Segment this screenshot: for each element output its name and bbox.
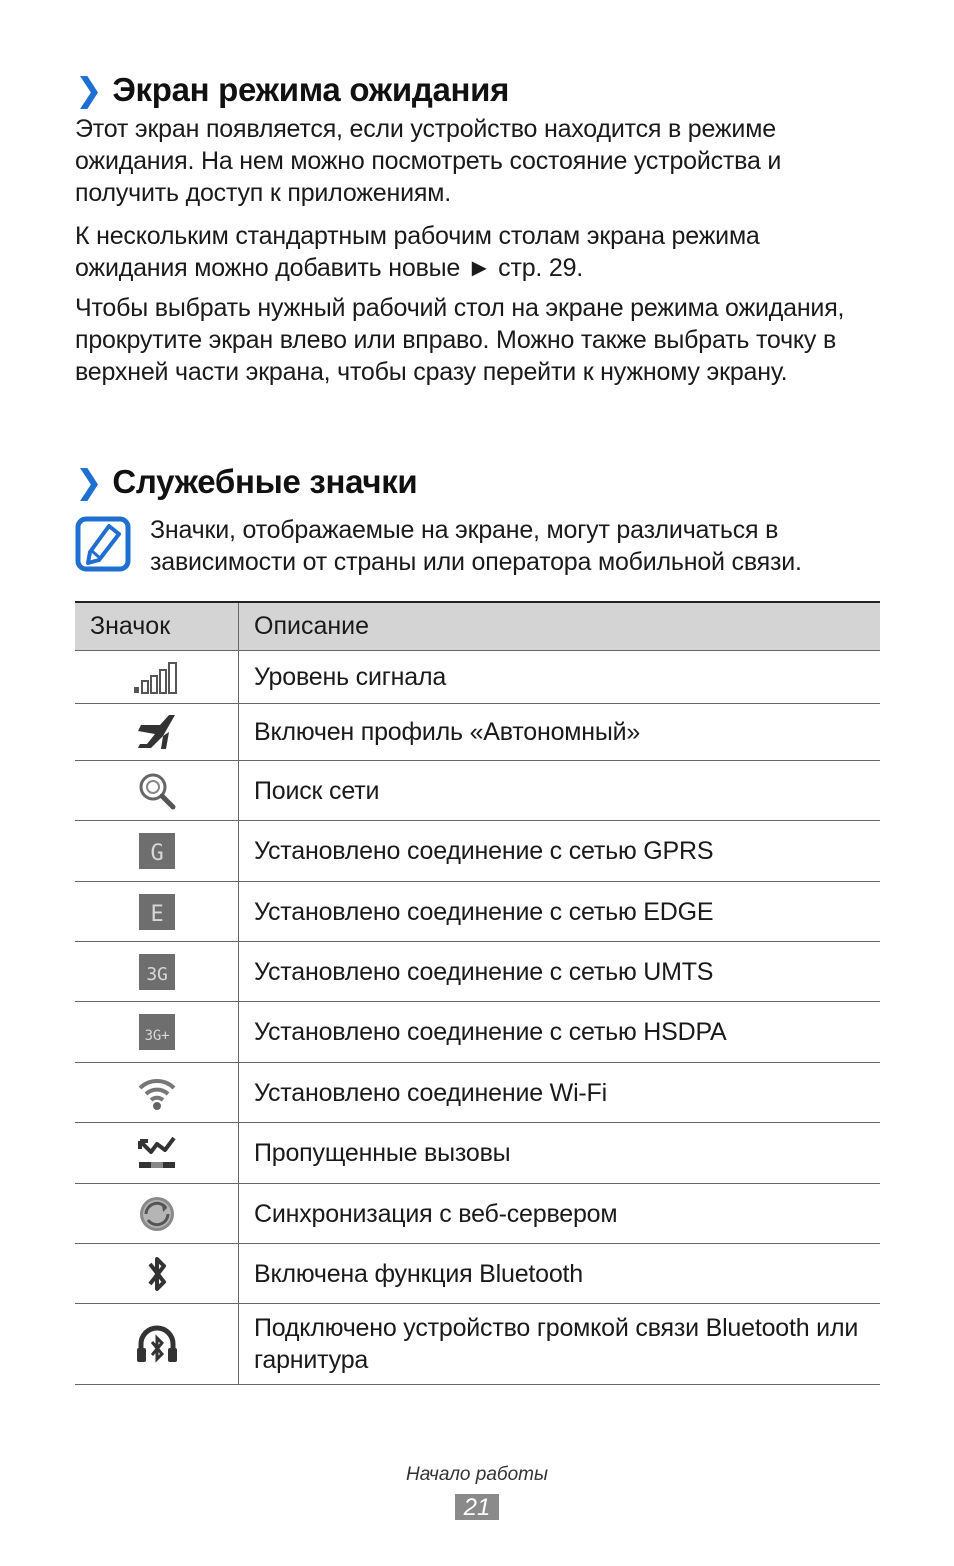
footer-section-label: Начало работы xyxy=(406,1464,548,1485)
paragraph: Чтобы выбрать нужный рабочий стол на экране режима ожидания, прокрутите экран влево или вправо. Можно также выбрать точку в верхней части экрана, чтобы сразу перейти к нужному экрану. xyxy=(75,294,845,386)
table-row xyxy=(75,761,880,821)
row-description: Подключено устройство громкой связи Bluetooth или гарнитура xyxy=(239,1304,881,1385)
row-description: Синхронизация с веб-сервером xyxy=(239,1184,881,1244)
section-heading-standby: ❯ Экран режима ожидания xyxy=(75,71,510,108)
icon-cell xyxy=(75,1123,239,1184)
umts-icon xyxy=(139,954,175,990)
table-row xyxy=(75,1244,880,1304)
icon-cell xyxy=(75,704,239,761)
row-description: Поиск сети xyxy=(239,761,881,821)
network-search-icon xyxy=(137,771,177,811)
icon-cell xyxy=(75,761,239,821)
row-description: Включена функция Bluetooth xyxy=(239,1244,881,1304)
icon-cell xyxy=(75,1244,239,1304)
chevron-right-icon: ❯ xyxy=(75,463,103,500)
row-description: Установлено соединение Wi-Fi xyxy=(239,1063,881,1123)
table-row xyxy=(75,821,880,882)
signal-strength-icon xyxy=(133,660,181,694)
icon-cell xyxy=(75,651,239,704)
section-heading-indicator-icons: ❯ Служебные значки xyxy=(75,463,418,500)
column-header-icon: Значок xyxy=(75,602,239,651)
icon-cell xyxy=(75,942,239,1002)
row-description: Установлено соединение с сетью HSDPA xyxy=(239,1002,881,1063)
table-row xyxy=(75,1304,880,1385)
paragraph: Этот экран появляется, если устройство находится в режиме ожидания. На нем можно посмотреть состояние устройства и получить доступ к приложениям. xyxy=(75,115,782,207)
row-description: Уровень сигнала xyxy=(239,651,881,704)
hsdpa-icon xyxy=(139,1014,175,1050)
page-number: 21 xyxy=(455,1494,499,1520)
note-icon xyxy=(75,516,131,572)
icon-cell xyxy=(75,882,239,942)
table-row xyxy=(75,882,880,942)
svg-text:3G+: 3G+ xyxy=(144,1028,169,1044)
icon-cell xyxy=(75,821,239,882)
note-text: Значки, отображаемые на экране, могут различаться в зависимости от страны или оператора мобильной связи. xyxy=(150,516,802,576)
gprs-icon xyxy=(139,833,175,869)
table-row xyxy=(75,942,880,1002)
paragraph: К нескольким стандартным рабочим столам экрана режима ожидания можно добавить новые ► стр. 29. xyxy=(75,222,760,282)
airplane-icon xyxy=(135,712,179,752)
row-description: Установлено соединение с сетью UMTS xyxy=(239,942,881,1002)
row-description: Установлено соединение с сетью EDGE xyxy=(239,882,881,942)
indicator-icons-table xyxy=(75,601,880,1385)
icon-cell xyxy=(75,1184,239,1244)
svg-text:G: G xyxy=(149,841,164,866)
table-row xyxy=(75,704,880,761)
table-row xyxy=(75,651,880,704)
row-description: Пропущенные вызовы xyxy=(239,1123,881,1184)
svg-text:3G: 3G xyxy=(145,963,168,985)
row-description: Включен профиль «Автономный» xyxy=(239,704,881,761)
bluetooth-icon xyxy=(142,1254,172,1294)
icon-cell xyxy=(75,1304,239,1385)
table-row xyxy=(75,1123,880,1184)
table-row xyxy=(75,1063,880,1123)
missed-call-icon xyxy=(137,1134,177,1172)
icon-cell xyxy=(75,1063,239,1123)
chevron-right-icon: ❯ xyxy=(75,71,103,108)
edge-icon xyxy=(139,894,175,930)
bluetooth-headset-icon xyxy=(135,1324,179,1364)
icon-cell xyxy=(75,1002,239,1063)
table-header-row xyxy=(75,602,880,651)
table-row xyxy=(75,1002,880,1063)
svg-text:E: E xyxy=(149,901,164,927)
row-description: Установлено соединение с сетью GPRS xyxy=(239,821,881,882)
table-row xyxy=(75,1184,880,1244)
column-header-description: Описание xyxy=(239,602,881,651)
web-sync-icon xyxy=(137,1194,177,1234)
wifi-icon xyxy=(137,1073,177,1113)
